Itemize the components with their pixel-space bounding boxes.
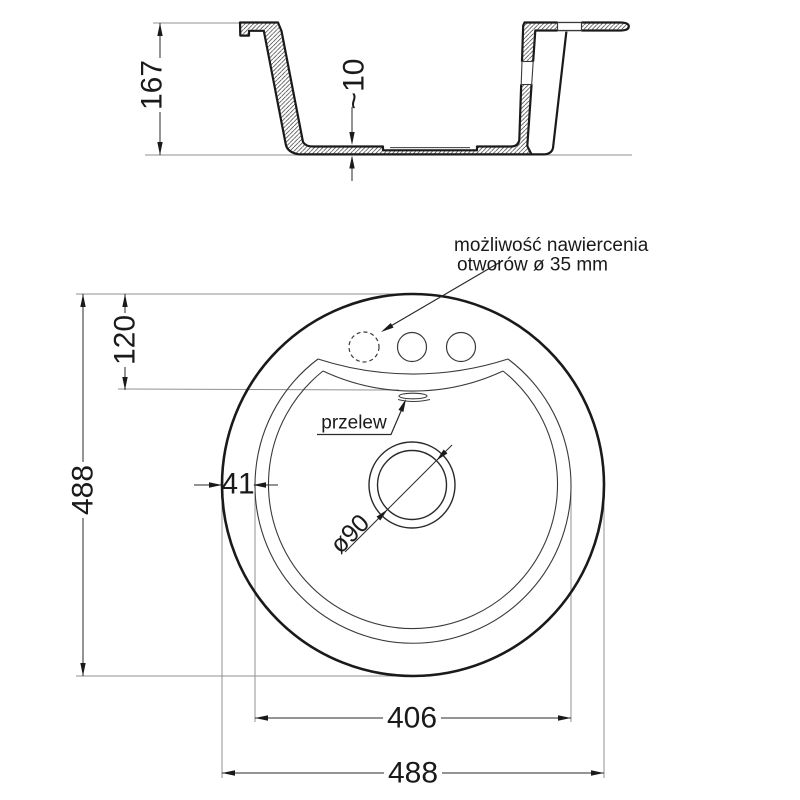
ledge-depth-dim-text: 120 [108, 314, 142, 366]
wall-overflow-hole [519, 62, 535, 85]
drain-diameter-text: ø90 [324, 508, 376, 560]
overflow-label-text: przelew [321, 412, 387, 434]
top-view [67, 235, 649, 790]
cross-section-view [136, 21, 633, 181]
optional-drill-hole-dashed [349, 332, 379, 362]
drill-note-line2: otworów ø 35 mm [457, 254, 608, 276]
sink-outer-circle [222, 294, 604, 676]
drain [325, 442, 455, 559]
sink-section-body [240, 23, 629, 155]
dim-120 [109, 294, 142, 390]
rim-width-dim-text: 41 [221, 467, 255, 501]
dim-488-vertical [67, 294, 100, 676]
dim-488-horizontal [222, 757, 604, 790]
section-depth-dim-text: 167 [135, 59, 169, 111]
faucet-hole-2 [447, 333, 476, 362]
outer-diameter-vertical-text: 488 [66, 464, 100, 516]
overflow-callout [317, 398, 408, 435]
drill-note-line1: możliwość nawiercenia [454, 235, 649, 256]
faucet-hole-1 [398, 333, 427, 362]
outer-shell-profile [532, 31, 567, 155]
floor-thickness-dim-text: ~10 [337, 58, 371, 110]
dim-floor-thickness [338, 59, 371, 181]
rim-faucet-hole [558, 21, 582, 31]
dim-406 [255, 702, 571, 735]
outer-diameter-horizontal-text: 488 [387, 756, 439, 790]
overflow-slot [398, 393, 430, 401]
basin-diameter-dim-text: 406 [386, 701, 438, 735]
faucet-holes [349, 332, 476, 362]
drill-note-callout [380, 235, 649, 334]
dim-167 [136, 23, 169, 155]
dim-41 [194, 468, 278, 501]
